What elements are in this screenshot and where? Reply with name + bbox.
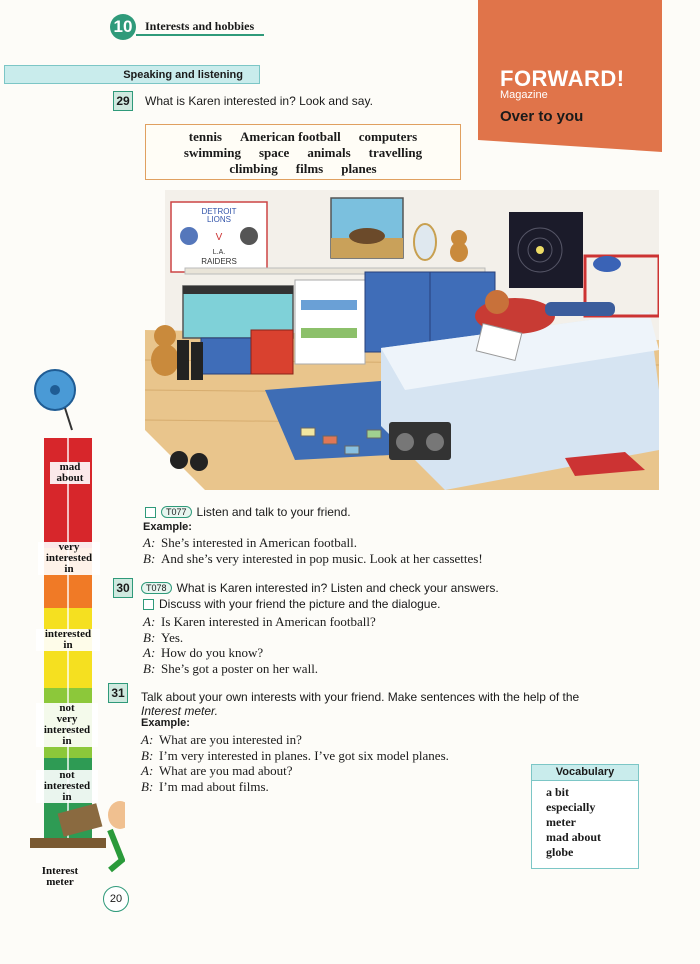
page-number: 20 xyxy=(103,886,129,912)
word: films xyxy=(295,161,324,176)
meter-level-not-interested: not interested in xyxy=(36,770,98,803)
dialogue-line: A: What are you mad about? xyxy=(141,763,293,778)
dialogue-line: B: And she’s very interested in pop music. Look at her cassettes! xyxy=(143,550,483,566)
dialogue-line: A: She’s interested in American football. xyxy=(143,535,358,550)
exercise-29-number: 29 xyxy=(113,91,133,111)
audio-track-badge[interactable]: T077 xyxy=(161,506,192,518)
header-rule xyxy=(136,34,264,36)
dialogue-line: B: I’m mad about films. xyxy=(141,778,269,794)
football-poster xyxy=(171,202,267,272)
hammer-man-head xyxy=(108,801,125,829)
meter-level-very-interested: very interested in xyxy=(38,542,100,575)
instruction-line: Talk about your own interests with your friend. Make sentences with the help of the xyxy=(141,690,580,704)
listen-instruction: Listen and talk to your friend. xyxy=(196,505,351,519)
dialogue-line: B: She’s got a poster on her wall. xyxy=(143,660,319,676)
word: planes xyxy=(341,161,377,176)
example-label: Example: xyxy=(141,717,190,729)
exercise-29-dialogue xyxy=(143,535,563,566)
listen-task-row xyxy=(145,505,351,519)
dialogue-line: A: What are you interested in? xyxy=(141,732,302,747)
poster-vs: V xyxy=(215,232,223,243)
vocabulary-item: meter xyxy=(546,815,576,829)
space-poster xyxy=(509,212,583,288)
vocabulary-item: a bit xyxy=(546,785,570,799)
unit-title: Interests and hobbies xyxy=(145,19,255,33)
word-row-1 xyxy=(146,129,460,145)
unit-number-badge: 10 xyxy=(110,14,136,40)
pair-work-icon xyxy=(143,599,154,610)
meter-level-interested: interested in xyxy=(36,629,100,651)
instruction-line-italic: Interest meter. xyxy=(141,704,218,718)
audio-track-badge[interactable]: T078 xyxy=(141,582,172,594)
word-box xyxy=(145,124,461,180)
dialogue-line: B: Yes. xyxy=(143,629,184,645)
exercise-30-row xyxy=(141,581,499,595)
exercise-30-number: 30 xyxy=(113,578,133,598)
magazine-tagline: Over to you xyxy=(500,108,584,125)
word-row-2 xyxy=(146,145,460,161)
exercise-30-dialogue xyxy=(143,614,543,676)
vocabulary-item: globe xyxy=(546,845,574,859)
example-label: Example: xyxy=(143,521,192,533)
section-bar xyxy=(4,65,260,84)
word: animals xyxy=(307,145,351,160)
discuss-instruction: Discuss with your friend the picture and the dialogue. xyxy=(159,597,441,611)
vocabulary-box xyxy=(531,764,639,869)
exercise-31-dialogue xyxy=(141,732,521,794)
word: computers xyxy=(358,129,418,144)
interest-meter-caption: Interest meter xyxy=(41,865,79,888)
poster-line-3: L.A. xyxy=(212,249,226,256)
bedroom-illustration xyxy=(145,190,659,490)
pair-work-icon xyxy=(145,507,156,518)
poster-line-4: RAIDERS xyxy=(201,257,237,266)
poster-line-1: DETROIT xyxy=(201,207,237,216)
vocabulary-item: especially xyxy=(546,800,596,814)
word: travelling xyxy=(368,145,423,160)
magazine-title: FORWARD! xyxy=(500,66,625,91)
poster-line-2: LIONS xyxy=(206,215,232,224)
exercise-30-instruction: What is Karen interested in? Listen and check your answers. xyxy=(176,581,499,595)
exercise-29-instruction: What is Karen interested in? Look and say. xyxy=(145,94,373,108)
vocabulary-title: Vocabulary xyxy=(532,765,638,781)
magazine-subtitle: Magazine xyxy=(500,89,548,101)
forward-box-notch xyxy=(478,140,662,152)
word: tennis xyxy=(188,129,222,144)
vocabulary-list xyxy=(546,785,638,860)
word: space xyxy=(258,145,290,160)
word: American football xyxy=(240,129,341,144)
word: swimming xyxy=(183,145,241,160)
exercise-31-instruction xyxy=(141,690,661,718)
word-row-3 xyxy=(146,161,460,177)
meter-level-not-very-interested: not very interested in xyxy=(36,703,98,747)
discuss-row xyxy=(143,597,441,611)
vocabulary-item: mad about xyxy=(546,830,602,844)
dialogue-line: B: I’m very interested in planes. I’ve got six model planes. xyxy=(141,747,449,763)
meter-level-mad-about: mad about xyxy=(50,462,90,484)
exercise-31-number: 31 xyxy=(108,683,128,703)
dialogue-line: A: How do you know? xyxy=(143,645,264,660)
word: climbing xyxy=(229,161,278,176)
section-label: Speaking and listening xyxy=(123,68,243,81)
dialogue-line: A: Is Karen interested in American football? xyxy=(143,614,376,629)
